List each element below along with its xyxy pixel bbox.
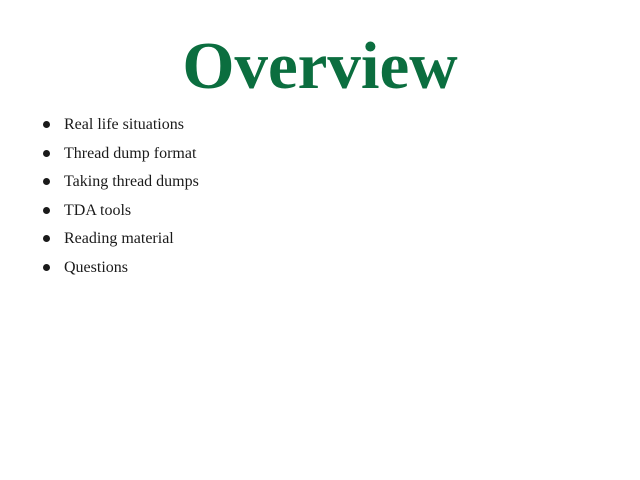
bullet-item <box>40 111 199 140</box>
bullet-item <box>40 254 199 283</box>
bullet-text: Taking thread dumps <box>64 173 199 191</box>
bullet-item <box>40 140 199 169</box>
bullet-text: Reading material <box>64 230 174 248</box>
bullet-icon <box>43 150 50 157</box>
bullet-text: Questions <box>64 258 128 276</box>
bullet-text: Thread dump format <box>64 144 197 162</box>
bullet-list <box>40 111 199 282</box>
bullet-text: Real life situations <box>64 116 184 134</box>
bullet-text: TDA tools <box>64 201 132 219</box>
bullet-item <box>40 225 199 254</box>
bullet-icon <box>43 264 50 271</box>
slide-title: Overview <box>182 29 458 103</box>
bullet-item <box>40 168 199 197</box>
bullet-icon <box>43 207 50 214</box>
bullet-icon <box>43 121 50 128</box>
bullet-icon <box>43 178 50 185</box>
bullet-item <box>40 197 199 226</box>
bullet-icon <box>43 235 50 242</box>
